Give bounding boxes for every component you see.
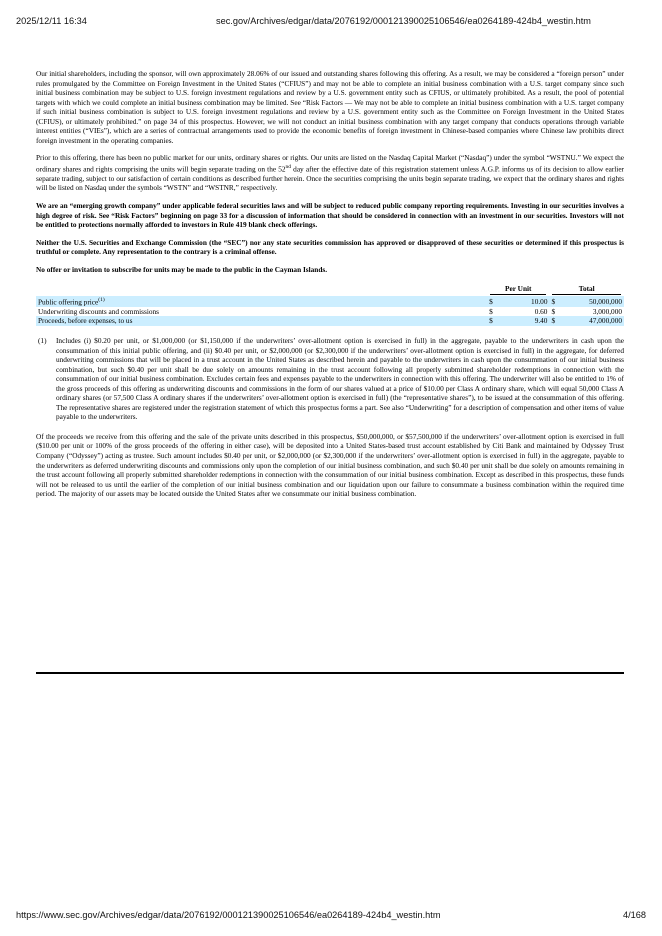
currency-symbol: $ — [549, 316, 559, 326]
currency-symbol: $ — [487, 296, 497, 307]
footnote-number: (1) — [38, 336, 47, 346]
total-value: 50,000,000 — [560, 296, 624, 307]
print-url: sec.gov/Archives/edgar/data/2076192/000121390025106546/ea0264189-424b4_westin.htm — [216, 16, 591, 26]
page-number: 4/168 — [623, 910, 646, 920]
paragraph-cfius: Our initial shareholders, including the sponsor, will own approximately 28.06% of our issued and outstanding shares following this offering. As a result, we may be considered a “foreign person” under rules promulgated by the Committee on Foreign Investment in the United States (“CFIUS”) and may not be able to complete an initial business combination with a U.S. target company since such initial business combination may be subject to U.S. foreign investment regulations and review by a U.S. government entity such as CFIUS, or ultimately prohibited. As a result, the pool of potential targets with which we could complete an initial business combination may be limited. See “Risk Factors — We may not be able to complete an initial business combination with a U.S. target company if such initial business combination is subject to U.S. foreign investment regulations and review by a U.S. government entity such as the Committee on Foreign Investment in the United States (CFIUS), or ultimately prohibited.” on page 34 of this prospectus. However, we will not conduct an initial business combination with any target company that conducts operations through variable interest entities (“VIEs”), which are a series of contractual arrangements used to provide the economic benefits of foreign investment in Chinese-based companies where Chinese law prohibits direct foreign investment in the operating companies. — [36, 69, 624, 145]
table-row — [36, 307, 624, 317]
col-header-total: Total — [552, 284, 621, 295]
currency-symbol: $ — [487, 316, 497, 326]
total-value: 47,000,000 — [560, 316, 624, 326]
offering-table — [36, 284, 624, 326]
paragraph-proceeds: Of the proceeds we receive from this offering and the sale of the private units described in this prospectus, $50,000,000, or $57,500,000 if the underwriters’ over-allotment option is exercised in full ($10.00 per unit or 100% of the gross proceeds of the offering in either case), will be deposited into a United States-based trust account established by Citi Bank and maintained by Odyssey Trust Company (“Odyssey”) acting as trustee. Such amount includes $0.40 per unit, or $2,000,000 (or $2,300,000 if the underwriters’ over-allotment option is exercised in full) in the aggregate, payable to the underwriters as deferred underwriting discounts and commissions only upon the completion of our initial business combination, and such $0.40 per unit shall be due solely on amounts remaining in the trust account following all properly submitted shareholder redemptions in connection with the consummation of our initial business combination. Except as described in this prospectus, these funds will not be released to us until the earlier of the completion of our initial business combination and our liquidation upon our failure to consummate a business combination within the required time period. The majority of our assets may be located outside the United States after we consummate our initial business combination. — [36, 431, 624, 499]
col-header-per-unit: Per Unit — [490, 284, 546, 295]
document-body — [36, 69, 624, 507]
total-value: 3,000,000 — [592, 306, 622, 316]
paragraph-cayman: No offer or invitation to subscribe for units may be made to the public in the Cayman Islands. — [36, 264, 328, 274]
currency-symbol: $ — [489, 306, 493, 316]
row-label: Public offering price — [38, 297, 99, 307]
row-label: Proceeds, before expenses, to us — [36, 316, 487, 326]
paragraph-egc: We are an “emerging growth company” under applicable federal securities laws and will be subject to reduced public company reporting requirements. Investing in our securities involves a high degree of risk. See “Risk Factors” beginning on page 33 for a discussion of information that should be considered in connection with an investment in our securities. Investors will not be entitled to protections normally afforded to investors in Rule 419 blank check offerings. — [36, 200, 624, 230]
page-divider — [36, 672, 624, 674]
footnote-text: Includes (i) $0.20 per unit, or $1,000,000 (or $1,150,000 if the underwriters’ over-allotment option is exercised in full) in the aggregate, payable to the underwriters in cash upon the consummation of this initial public offering, and (ii) $0.40 per unit, or $2,000,000 (or $2,300,000 if the underwriters’ over-allotment option is exercised in full) in the aggregate, for deferred underwriting commissions that will be placed in a trust account in the United States as described herein and payable to the underwriters in cash upon the consummation of our initial business combination, but such $0.40 per unit shall be due solely on amounts remaining in the trust account following all properly submitted shareholder redemptions in connection with the consummation of our initial business combination. Excludes certain fees and expenses payable to the underwriters in connection with this offering. The underwriter will also be entitled to 1% of the gross proceeds of this offering as underwriting discounts and commissions in the form of our shares valued at a price of $10.00 per Class A ordinary share, which will equal 50,000 Class A ordinary shares (or 57,500 Class A ordinary shares if the underwriters’ over-allotment option is exercised in full) (the “representative shares”), to be issued at the consummation of this offering. The representative shares are registered under the registration statement of which this prospectus forms a part. See also “Underwriting” for a description of compensation and other items of value payable to the underwriters. — [56, 336, 624, 422]
per-unit-value: 0.60 — [534, 306, 548, 316]
currency-symbol: $ — [551, 306, 556, 316]
paragraph-market — [36, 153, 624, 193]
table-row — [36, 296, 624, 307]
per-unit-value: 9.40 — [497, 316, 549, 326]
footer-url: https://www.sec.gov/Archives/edgar/data/2076192/000121390025106546/ea0264189-424b4_westin.htm — [16, 910, 441, 920]
table-row — [36, 316, 624, 326]
print-footer — [16, 910, 646, 920]
row-label: Underwriting discounts and commissions — [38, 306, 159, 316]
footnote — [36, 336, 624, 422]
table-header-row — [36, 284, 624, 296]
paragraph-sec: Neither the U.S. Securities and Exchange Commission (the “SEC”) nor any state securities commission has approved or disapproved of these securities or determined if this prospectus is truthful or complete. Any representation to the contrary is a criminal offense. — [36, 237, 624, 257]
footnote-ref: (1) — [98, 296, 105, 303]
paragraph-market-text-a: Prior to this offering, there has been no public market for our units, ordinary shares or rights. Our units are listed on the Nasdaq Capital Market (“Nasdaq”) under the symbol “WSTNU.” We expect the ordinary shares and rights comprising the units will begin separate trading on the 52 — [36, 153, 624, 174]
print-header — [16, 16, 646, 26]
ordinal-superscript: nd — [285, 163, 292, 170]
print-datetime: 2025/12/11 16:34 — [16, 16, 87, 26]
per-unit-value: 10.00 — [497, 296, 549, 307]
paragraph-market-text-b: day after the effective date of this registration statement unless A.G.P. informs us of its decision to allow earlier separate trading, subject to our satisfaction of certain conditions as described further herein. Once the securities comprising the units begin separate trading, we expect that the ordinary shares and rights will be listed on Nasdaq under the symbols “WSTN” and “WSTNR,” respectively. — [36, 164, 624, 193]
currency-symbol: $ — [549, 296, 559, 307]
